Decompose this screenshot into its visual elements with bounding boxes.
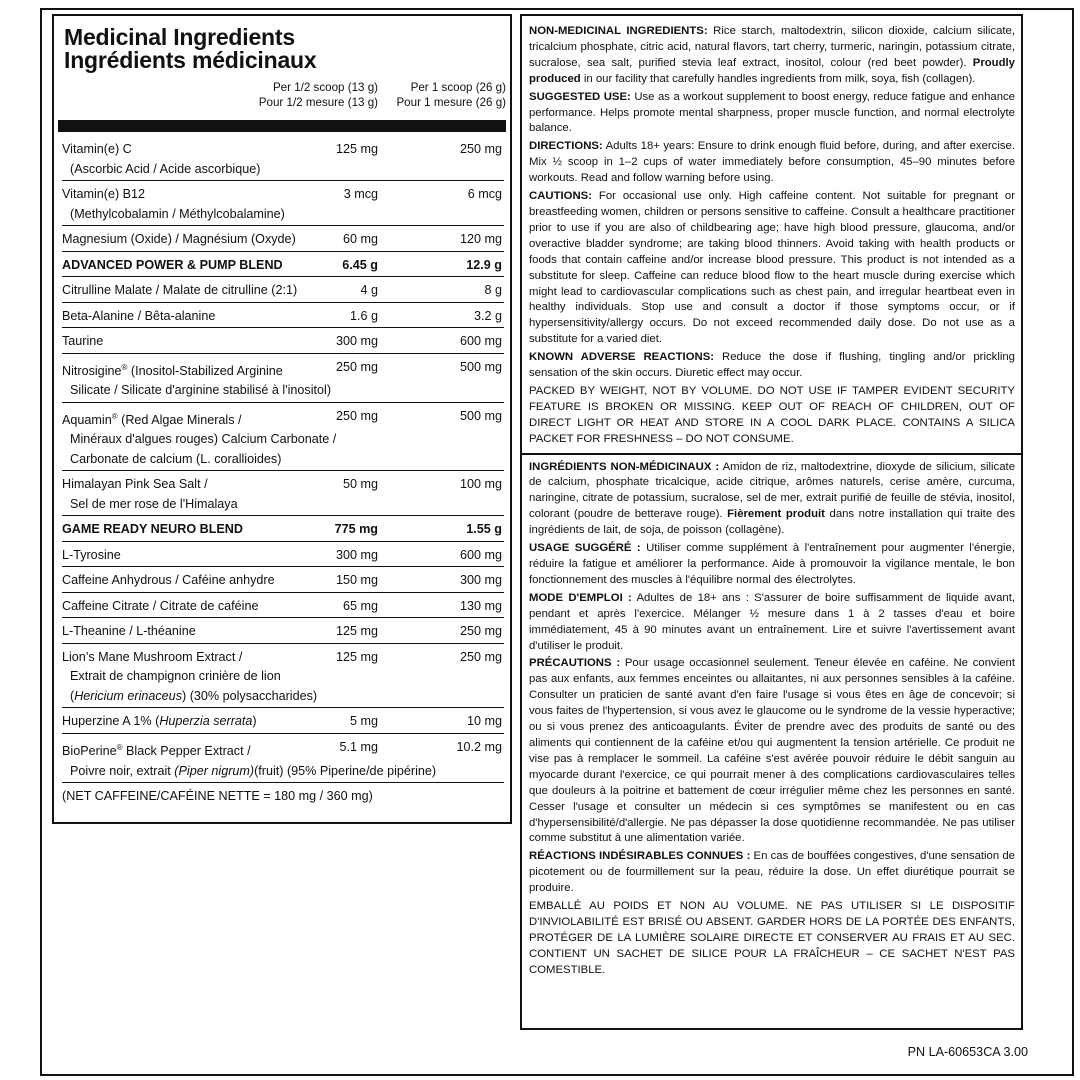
part-number: PN LA-60653CA 3.00 [907,1045,1028,1059]
table-row [62,277,504,303]
section-text: Reduce the dose if flushing, tingling and/or prickling sensation of the skin occurs. Diuretic effect may occur. [529,351,1015,380]
paren: ( [70,688,75,703]
title-fr: Ingrédients médicinaux [64,47,317,73]
ingredient-name [62,407,342,431]
ingredient-brand: Nitrosigine [62,363,122,378]
directions-en [529,139,1015,187]
per-half-en: Per 1/2 scoop (13 g) [272,81,378,94]
table-row [62,226,504,252]
amount-half: 125 mg [335,649,378,664]
amount-full: 8 g [484,283,502,297]
blend-name: ADVANCED POWER & PUMP BLEND [62,257,283,272]
table-row [62,471,504,516]
table-row [62,644,504,709]
cautions-en [529,189,1015,348]
suggested-use-en [529,90,1015,138]
directions-fr [529,591,1015,655]
table-row [62,542,504,568]
section-heading: PRÉCAUTIONS : [529,657,621,670]
amount-full: 600 mg [459,547,502,562]
amount-full: 1.55 g [466,522,502,537]
column-header-full-scoop [384,80,506,110]
ingredient-name: Beta-Alanine / Bêta-alanine [62,308,216,323]
table-row [62,567,504,593]
packed-notice-fr: EMBALLÉ AU POIDS ET NON AU VOLUME. NE PAS UTILISER SI LE DISPOSITIF D'INVIOLABILITÉ EST BRISÉ OU ABSENT. GARDER HORS DE LA PORTÉE DES ENFANTS, PROTÉGER DE LA LUMIÈRE SOLAIRE DIRECTE ET CONSERVER AU FRAIS ET AU SEC. CONTIENT UN SACHET DE SILICE POUR LA FRAÎCHEUR – CE SACHET N'EST PAS COMESTIBLE. [529,900,1015,976]
amount-half: 60 mg [342,232,378,246]
amount-full: 10.2 mg [456,739,502,754]
amount-full: 250 mg [459,624,502,639]
ingredient-subname: Extrait de champignon crinière de lion [70,669,281,684]
ingredient-brand: BioPerine [62,744,117,759]
ingredient-name: Himalayan Pink Sea Salt / [62,477,208,492]
section-heading: INGRÉDIENTS NON-MÉDICINAUX : [529,460,720,473]
ingredient-subname [62,762,504,782]
medicinal-ingredients-panel [52,14,512,824]
ingredient-name [62,738,342,762]
section-heading: NON-MEDICINAL INGREDIENTS: [529,25,708,37]
amount-full: 10 mg [466,714,502,729]
amount-full: 130 mg [459,598,502,613]
amount-full: 100 mg [459,477,502,492]
amount-half: 65 mg [342,598,378,613]
section-text: For occasional use only. High caffeine content. Not suitable for pregnant or breastfeeding women, children or persons sensitive to caffeine. Consult a healthcare practitioner prior to use if you are also of childbearing age; have high blood pressure, glaucoma, and/or overactive bladder syndrome; are taking blood thinners. Avoid taking with health products or foods that contain caffeine and/or increase blood pressure. This product is not intended as a substitute for sleep. Caffeine can reduce blood flow to the heart muscle during exercise which might lead to cardiovascular complications such as chest pain, and irregular heartbeat even in healthy individuals. Stop use and consult a doctor if those symptoms occur, or if hypersensitivity/allergy occurs. Do not exceed recommended daily dose. Do not use as a substitute for a varied diet. [529,190,1015,346]
ingredient-subname [62,687,504,707]
ingredient-subname: Carbonate de calcium (L. corallioides) [70,451,282,466]
section-text: Utiliser comme supplément à l'entraînement pour augmenter l'énergie, réduire la fatigue et améliorer la performance. Aide à promouvoir la vigilance mentale, le bon fonctionnement des muscles à l'équilibre normal des électrolytes. [529,542,1015,586]
warnings-panel [520,14,1023,1030]
amount-half: 250 mg [335,408,378,423]
table-row [62,708,504,734]
amount-half: 3 mcg [343,187,378,201]
table-row [62,328,504,354]
cautions-fr [529,656,1015,847]
per-full-en: Per 1 scoop (26 g) [410,81,506,94]
ingredient-name: L-Tyrosine [62,547,121,562]
ingredient-name: Lion’s Mane Mushroom Extract / [62,649,243,664]
latin-name: (Piper nigrum) [174,763,255,778]
header-divider [58,120,506,132]
per-half-fr: Pour 1/2 mesure (13 g) [258,96,378,109]
section-text: Rice starch, maltodextrin, silicon dioxide, calcium silicate, tricalcium phosphate, citric acid, natural flavors, tart cherry, turmeric, naringin, potassium citrate, sucralose, sea salt, purified stevia leaf extract, inositol, colour (red beet powder). [529,25,1015,69]
adverse-reactions-fr [529,849,1015,897]
amount-half: 5.1 mg [339,739,378,754]
ingredient-name: Vitamin(e) B12 [62,187,146,201]
amount-half: 125 mg [335,624,378,639]
amount-half: 50 mg [342,477,378,492]
amount-full: 300 mg [459,573,502,588]
section-text: Amidon de riz, maltodextrine, dioxyde de silicium, silicate de calcium, phosphate tricalcique, acide citrique, arômes naturels, cerise amère, curcuma, naringine, citrate de potassium, sucralose, sel de mer, extrait purifié de feuille de stévia, inositol, colorant (poudre de betterave rouge). [529,460,1016,521]
amount-half: 125 mg [335,142,378,156]
section-heading: MODE D'EMPLOI : [529,591,632,604]
table-row-blend [62,516,504,542]
amount-half: 300 mg [335,547,378,562]
section-heading: CAUTIONS: [529,190,593,203]
section-text: En cas de bouffées congestives, d'une sensation de picotement ou de fourmillement sur la peau, réduire la dose. Un effet diurétique pourrait se produire. [529,850,1015,895]
ingredient-desc: (Inositol-Stabilized Arginine [127,363,283,378]
section-heading: RÉACTIONS INDÉSIRABLES CONNUES : [529,850,751,863]
panel-title [64,26,317,72]
amount-full: 600 mg [459,334,502,348]
ingredient-brand: Aquamin [62,412,112,427]
suggested-use-fr [529,541,1015,589]
ingredient-name: Citrulline Malate / Malate de citrulline (2:1) [62,283,298,297]
ingredient-name: Vitamin(e) C [62,142,132,156]
section-text: Adultes de 18+ ans : S'assurer de boire suffisamment de liquide avant, pendant et après l'exercice. Mélanger ½ mesure dans 1 à 2 tasses d'eau et boire immédiatement, 45 à 90 minutes avant un entraînement. Lire et suivre l'avertissement avant d'utiliser le produit. [529,591,1015,652]
amount-full: 500 mg [459,359,502,374]
section-heading: SUGGESTED USE: [529,90,631,103]
ingredient-subname: Silicate / Silicate d'arginine stabilisé à l'inositol) [70,383,332,398]
ingredient-desc: (fruit) (95% Piperine/de pipérine) [254,763,437,778]
section-text: Use as a workout supplement to boost energy, reduce fatigue and enhance performance. Helps promote mental sharpness, proper muscle function, and normal electrolyte balance. [529,90,1015,135]
amount-full: 6 mcg [467,187,502,201]
amount-half: 4 g [360,283,378,297]
adverse-reactions-en [529,350,1015,382]
table-row [62,734,504,783]
amount-full: 3.2 g [473,308,502,323]
language-divider [522,453,1021,455]
table-row [62,618,504,644]
table-row-blend [62,252,504,278]
table-row [62,136,504,181]
amount-full: 500 mg [459,408,502,423]
amount-half: 150 mg [335,573,378,588]
ingredient-desc: (Red Algae Minerals / [117,412,242,427]
section-heading: Proudly produced [529,56,1015,85]
amount-full: 12.9 g [466,257,502,272]
amount-full: 250 mg [459,649,502,664]
ingredient-name: Caffeine Anhydrous / Caféine anhydre [62,573,275,588]
amount-half: 1.6 g [349,308,378,323]
blend-name: GAME READY NEURO BLEND [62,522,243,537]
amount-full: 250 mg [459,142,502,156]
ingredient-desc: Black Pepper Extract / [122,744,251,759]
nonmed-ingredients-en [529,24,1015,88]
latin-name: Hericium erinaceus [74,688,182,703]
amount-full: 120 mg [459,232,502,246]
amount-half: 6.45 g [342,257,378,272]
ingredient-desc: Poivre noir, extrait [70,763,175,778]
paren: ) [252,714,257,729]
latin-name: Huperzia serrata [159,714,253,729]
section-text: Adults 18+ years: Ensure to drink enough fluid before, during, and after exercise. Mix ½ scoop in 1–2 cups of water immediately before consumption, 45–90 minutes before workouts. Read and follow warning before using. [529,140,1015,185]
table-row [62,354,504,403]
nonmed-ingredients-fr [529,460,1015,540]
table-row [62,303,504,329]
per-full-fr: Pour 1 mesure (26 g) [396,96,506,109]
registered-mark: ® [121,362,128,372]
ingredient-subname: Minéraux d'algues rouges) Calcium Carbonate / [70,432,337,447]
title-en: Medicinal Ingredients [64,24,295,50]
table-row [62,181,504,226]
amount-half: 250 mg [335,359,378,374]
ingredient-desc: Huperzine A 1% ( [62,714,160,729]
section-text: Pour usage occasionnel seulement. Teneur élevée en caféine. Ne convient pas aux enfants, aux femmes enceintes ou allaitantes, ni aux personnes sensibles à la caféine. Consulter un praticien de santé avant d'en faire l'usage si vous êtes en âge de concevoir; si vous faites de l'hypertension, si vous avez le glaucome ou le syndrome de la vessie hyperactive; ou si vous prenez des anticoagulants. Éviter de prendre avec des produits de santé ou des aliments qui contiennent de la caféine et/ou qui augmentent la tension artérielle. Ce produit ne vise pas à remplacer le sommeil. La caféine s'est avérée pouvoir réduire le débit sanguin au myocarde durant l'exercice, ce qui pourrait mener à des complications cardiovasculaires telles que douleurs à la poitrine et battement de cœur irrégulier même chez les personnes en santé. Cesser l'usage et consulter un médecin si ces symptômes se manifestent ou en cas d'hypersensibilité/d'allergie. Ne pas dépasser la dose quotidienne recommandée. Ne pas utiliser comme substitut à une alimentation variée. [529,657,1015,845]
section-text: dans notre installation qui traite des ingrédients de lait, de soja, de poisson (collagène). [529,508,1015,537]
ingredient-name: Magnesium (Oxide) / Magnésium (Oxyde) [62,232,296,246]
table-row [62,403,504,472]
section-heading: DIRECTIONS: [529,140,603,153]
amount-half: 5 mg [350,714,378,729]
ingredient-desc: ) (30% polysaccharides) [182,688,318,703]
section-text: in our facility that carefully handles ingredients from milk, soya, fish (collagen). [580,72,976,85]
registered-mark: ® [111,411,118,421]
column-header-half-scoop [250,80,378,110]
ingredient-table [62,136,504,803]
registered-mark: ® [116,742,123,752]
ingredient-name [62,712,342,732]
ingredient-name: L-Theanine / L-théanine [62,624,196,639]
packed-notice-en: PACKED BY WEIGHT, NOT BY VOLUME. DO NOT USE IF TAMPER EVIDENT SECURITY FEATURE IS BROKEN OR MISSING. KEEP OUT OF REACH OF CHILDREN, OUT OF DIRECT LIGHT OR HEAT AND STORE IN A COOL DARK PLACE. CONTAINS A SILICA PACKET FOR FRESHNESS – DO NOT CONSUME. [529,384,1015,445]
ingredient-name: Taurine [62,334,104,348]
section-heading: Fièrement produit [727,508,825,521]
ingredient-name: Caffeine Citrate / Citrate de caféine [62,598,259,613]
ingredient-subname: (Methylcobalamin / Méthylcobalamine) [70,206,285,221]
ingredient-subname: Sel de mer rose de l'Himalaya [70,496,238,511]
amount-half: 775 mg [334,522,378,537]
net-caffeine: (NET CAFFEINE/CAFÉINE NETTE = 180 mg / 360 mg) [62,789,373,804]
amount-half: 300 mg [335,334,378,348]
section-heading: KNOWN ADVERSE REACTIONS: [529,351,715,364]
ingredient-name [62,358,362,382]
section-heading: USAGE SUGGÉRÉ : [529,542,641,555]
ingredient-subname: (Ascorbic Acid / Acide ascorbique) [70,161,261,176]
table-row [62,593,504,619]
